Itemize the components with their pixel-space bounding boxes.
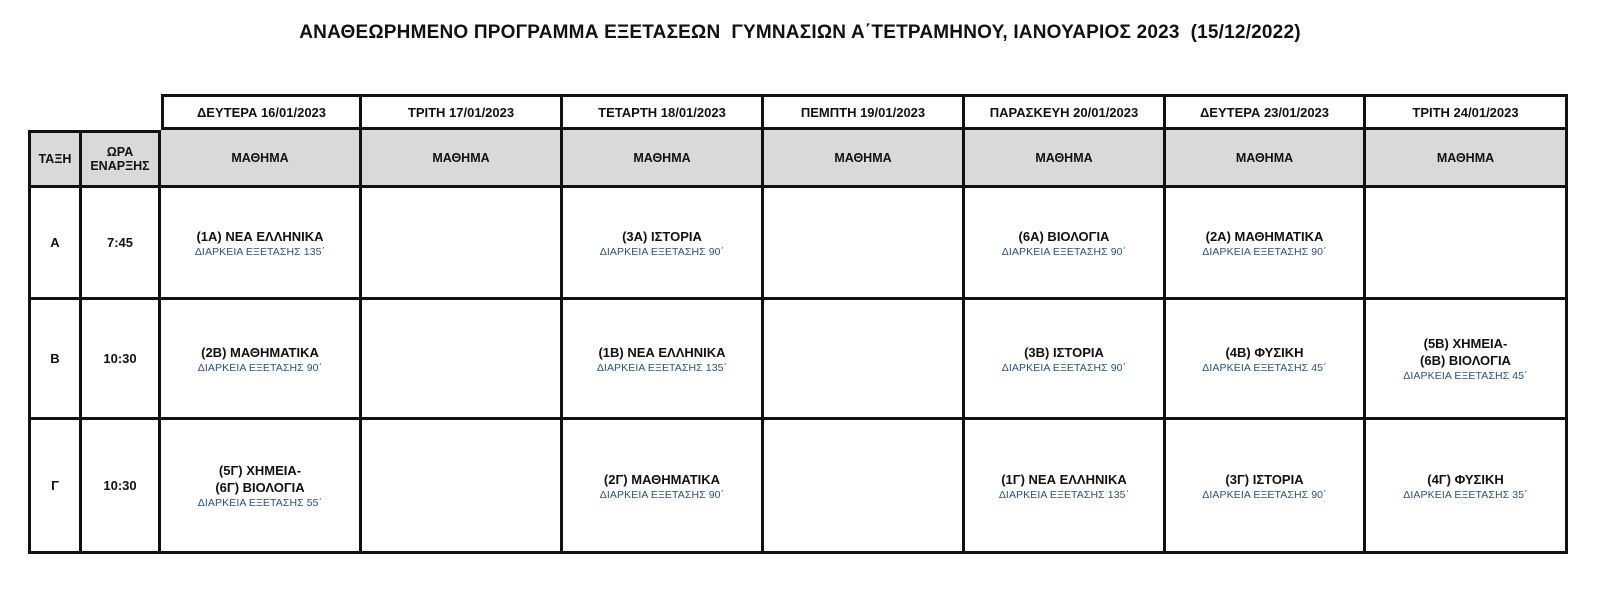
day-header: ΔΕΥΤΕΡΑ 23/01/2023 — [1166, 94, 1366, 130]
exam-cell — [1166, 420, 1366, 554]
day-header: ΔΕΥΤΕΡΑ 16/01/2023 — [161, 94, 362, 130]
exam-duration: ΔΙΑΡΚΕΙΑ ΕΞΕΤΑΣΗΣ 55΄ — [197, 497, 323, 509]
exam-duration: ΔΙΑΡΚΕΙΑ ΕΞΕΤΑΣΗΣ 45΄ — [1403, 370, 1528, 382]
exam-duration: ΔΙΑΡΚΕΙΑ ΕΞΕΤΑΣΗΣ 90΄ — [599, 488, 725, 501]
exam-subject: (5Β) ΧΗΜΕΙΑ- — [1423, 336, 1508, 351]
class-label: Β — [28, 300, 82, 420]
exam-cell — [1366, 300, 1568, 420]
subject-column-header: ΜΑΘΗΜΑ — [764, 130, 965, 188]
exam-subject: (4Γ) ΦΥΣΙΚΗ — [1427, 471, 1504, 487]
exam-duration: ΔΙΑΡΚΕΙΑ ΕΞΕΤΑΣΗΣ 45΄ — [1202, 361, 1327, 374]
start-time: 10:30 — [82, 300, 161, 420]
subject-column-header: ΜΑΘΗΜΑ — [1366, 130, 1568, 188]
exam-cell — [563, 420, 764, 554]
page-title: ΑΝΑΘΕΩΡΗΜΕΝΟ ΠΡΟΓΡΑΜΜΑ ΕΞΕΤΑΣΕΩΝ ΓΥΜΝΑΣΙΩΝ Α΄ΤΕΤΡΑΜΗΝΟΥ, ΙΑΝΟΥΑΡΙΟΣ 2023 (15/12/2022) — [299, 22, 1301, 43]
day-header: ΤΡΙΤΗ 17/01/2023 — [362, 94, 563, 130]
exam-subject-line2: (6Β) ΒΙΟΛΟΓΙΑ — [1420, 353, 1511, 368]
exam-duration: ΔΙΑΡΚΕΙΑ ΕΞΕΤΑΣΗΣ 90΄ — [599, 245, 725, 258]
day-header: ΠΑΡΑΣΚΕΥΗ 20/01/2023 — [965, 94, 1166, 130]
exam-duration: ΔΙΑΡΚΕΙΑ ΕΞΕΤΑΣΗΣ 90΄ — [1202, 488, 1327, 501]
start-time-header-line1: ΩΡΑ — [106, 145, 134, 159]
exam-subject: (3Γ) ΙΣΤΟΡΙΑ — [1225, 471, 1304, 487]
exam-schedule-table — [28, 94, 1568, 559]
subject-column-header: ΜΑΘΗΜΑ — [161, 130, 362, 188]
exam-cell — [362, 300, 563, 420]
exam-cell — [362, 420, 563, 554]
start-time: 7:45 — [82, 188, 161, 300]
exam-subject: (2Α) ΜΑΘΗΜΑΤΙΚΑ — [1205, 228, 1324, 244]
exam-cell — [965, 188, 1166, 300]
exam-subject: (4Β) ΦΥΣΙΚΗ — [1225, 344, 1304, 360]
exam-cell — [1166, 188, 1366, 300]
start-time: 10:30 — [82, 420, 161, 554]
exam-cell — [1366, 188, 1568, 300]
exam-cell — [161, 300, 362, 420]
exam-duration: ΔΙΑΡΚΕΙΑ ΕΞΕΤΑΣΗΣ 90΄ — [1001, 361, 1127, 374]
day-header: ΤΕΤΑΡΤΗ 18/01/2023 — [563, 94, 764, 130]
class-label: Α — [28, 188, 82, 300]
exam-cell — [161, 420, 362, 554]
exam-subject: (1Β) ΝΕΑ ΕΛΛΗΝΙΚΑ — [598, 344, 726, 360]
day-header: ΠΕΜΠΤΗ 19/01/2023 — [764, 94, 965, 130]
day-header: ΤΡΙΤΗ 24/01/2023 — [1366, 94, 1568, 130]
subject-column-header: ΜΑΘΗΜΑ — [965, 130, 1166, 188]
subject-column-header: ΜΑΘΗΜΑ — [362, 130, 563, 188]
exam-subject: (2Γ) ΜΑΘΗΜΑΤΙΚΑ — [603, 471, 721, 487]
start-time-column-header — [82, 130, 161, 188]
exam-subject: (3Α) ΙΣΤΟΡΙΑ — [622, 228, 702, 244]
exam-cell — [965, 300, 1166, 420]
exam-duration: ΔΙΑΡΚΕΙΑ ΕΞΕΤΑΣΗΣ 90΄ — [197, 361, 323, 374]
exam-cell — [563, 188, 764, 300]
corner-blank — [82, 94, 161, 130]
exam-cell — [563, 300, 764, 420]
exam-subject: (3Β) ΙΣΤΟΡΙΑ — [1024, 344, 1104, 360]
exam-cell — [362, 188, 563, 300]
exam-subject: (6Α) ΒΙΟΛΟΓΙΑ — [1018, 228, 1110, 244]
start-time-header-line2: ΕΝΑΡΞΗΣ — [90, 159, 150, 173]
exam-duration: ΔΙΑΡΚΕΙΑ ΕΞΕΤΑΣΗΣ 90΄ — [1202, 245, 1327, 258]
exam-cell — [764, 300, 965, 420]
subject-column-header: ΜΑΘΗΜΑ — [563, 130, 764, 188]
exam-cell — [764, 188, 965, 300]
class-column-header: ΤΑΞΗ — [28, 130, 82, 188]
corner-blank — [28, 94, 82, 130]
exam-cell — [1366, 420, 1568, 554]
exam-cell — [1166, 300, 1366, 420]
exam-cell — [161, 188, 362, 300]
exam-duration: ΔΙΑΡΚΕΙΑ ΕΞΕΤΑΣΗΣ 90΄ — [1001, 245, 1127, 258]
exam-cell — [764, 420, 965, 554]
exam-subject: (1Α) ΝΕΑ ΕΛΛΗΝΙΚΑ — [196, 228, 324, 244]
class-label: Γ — [28, 420, 82, 554]
exam-subject: (1Γ) ΝΕΑ ΕΛΛΗΝΙΚΑ — [1001, 471, 1127, 487]
subject-column-header: ΜΑΘΗΜΑ — [1166, 130, 1366, 188]
exam-subject: (5Γ) ΧΗΜΕΙΑ- — [218, 463, 302, 478]
exam-duration: ΔΙΑΡΚΕΙΑ ΕΞΕΤΑΣΗΣ 135΄ — [998, 488, 1130, 501]
exam-duration: ΔΙΑΡΚΕΙΑ ΕΞΕΤΑΣΗΣ 135΄ — [596, 361, 728, 374]
exam-duration: ΔΙΑΡΚΕΙΑ ΕΞΕΤΑΣΗΣ 135΄ — [194, 245, 326, 258]
exam-cell — [965, 420, 1166, 554]
exam-subject-line2: (6Γ) ΒΙΟΛΟΓΙΑ — [215, 480, 305, 495]
exam-duration: ΔΙΑΡΚΕΙΑ ΕΞΕΤΑΣΗΣ 35΄ — [1403, 488, 1528, 501]
exam-subject: (2Β) ΜΑΘΗΜΑΤΙΚΑ — [201, 344, 319, 360]
